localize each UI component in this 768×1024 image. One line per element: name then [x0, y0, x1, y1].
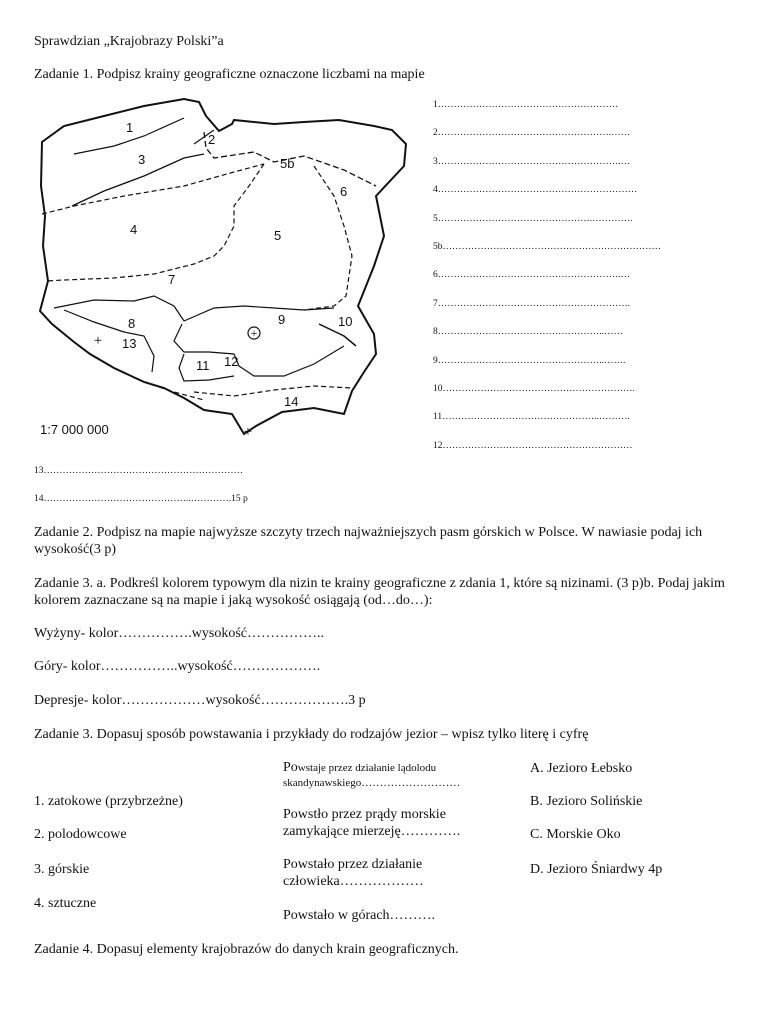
- lake-example-d: D. Jezioro Śniardwy 4p: [530, 862, 663, 877]
- region-label-11: 11: [196, 358, 210, 373]
- region-label-12: 12: [224, 354, 239, 369]
- region-label-6: 6: [340, 184, 348, 199]
- region-label-10: 10: [338, 314, 353, 329]
- region-label-2: 2: [208, 132, 216, 147]
- task1-heading: Zadanie 1. Podpisz krainy geograficzne oznaczone liczbami na mapie: [34, 67, 425, 82]
- answer-line-4[interactable]: 4………………………………………………………: [433, 185, 638, 196]
- origin-1-text: wstaje przez działanie lądolodu skandynawskiego………………………: [283, 762, 461, 789]
- origin-1-lead: Po: [283, 760, 298, 775]
- region-label-4: 4: [130, 222, 138, 237]
- origin-4[interactable]: Powstało w górach……….: [283, 908, 436, 923]
- answer-line-5[interactable]: 5………………………………………….………….: [433, 213, 633, 224]
- region-label-5: 5: [274, 228, 282, 243]
- task3a-text: Zadanie 3. a. Podkreśl kolorem typowym dla nizin te krainy geograficzne z zdania 1, które są nizinami. (3 p)b. Podaj jakim kolorem zaznaczane są na mapie i jaką wysokość osiągają (od…do…):: [34, 576, 725, 608]
- region-labels: [122, 120, 352, 409]
- origin-1[interactable]: [283, 760, 483, 790]
- origin-3[interactable]: Powstało przez działanie człowieka………………: [283, 857, 424, 889]
- lake-type-2: 2. polodowcowe: [34, 827, 127, 842]
- answer-line-6[interactable]: 5b……………………………………………………………: [433, 242, 661, 252]
- region-label-3: 3: [138, 152, 146, 167]
- row-depresje[interactable]: Depresje- kolor………………wysokość……………….3 p: [34, 693, 366, 708]
- answer-line-13[interactable]: 12……………………………………………………: [433, 440, 633, 451]
- task2-text: Zadanie 2. Podpisz na mapie najwyższe szczyty trzech najważniejszych pasm górskich w Polsce. W nawiasie podaj ich wysokość(3 p): [34, 525, 703, 557]
- poland-map: [34, 96, 414, 448]
- region-label-7: 7: [168, 272, 176, 287]
- answer-line-14[interactable]: 14………………………………………..………….15 p: [34, 494, 248, 504]
- peak-cross-13: +: [93, 333, 103, 349]
- peak-cross-14: +: [243, 424, 253, 440]
- task3b-heading: Zadanie 3. Dopasuj sposób powstawania i przykłady do rodzajów jezior – wpisz tylko literę i cyfrę: [34, 727, 589, 742]
- region-label-1: 1: [126, 120, 134, 135]
- origin-2[interactable]: Powstło przez prądy morskie zamykające mierzeję………….: [283, 807, 461, 839]
- region-label-14: 14: [284, 394, 299, 409]
- peak-cross-9: +: [250, 326, 258, 340]
- task4-heading: Zadanie 4. Dopasuj elementy krajobrazów do danych krain geograficznych.: [34, 942, 459, 957]
- lake-example-a: A. Jezioro Łebsko: [530, 761, 633, 776]
- lake-example-c: C. Morskie Oko: [530, 827, 621, 842]
- row-gory[interactable]: Góry- kolor……………..wysokość……………….: [34, 659, 321, 674]
- map-scale: 1:7 000 000: [40, 422, 109, 437]
- row-wyzyny[interactable]: Wyżyny- kolor…………….wysokość……………..: [34, 626, 325, 641]
- answer-line-1[interactable]: 1…………………………………………………: [433, 100, 619, 110]
- lake-type-1: 1. zatokowe (przybrzeżne): [34, 794, 183, 809]
- answer-line-7[interactable]: 6………………………………………………….…: [433, 270, 631, 281]
- lake-type-4: 4. sztuczne: [34, 896, 97, 911]
- answer-line-13[interactable]: 13………………………………………………………: [34, 466, 243, 476]
- answer-line-3[interactable]: 3………………………………………………….…: [433, 156, 631, 167]
- region-label-8: 8: [128, 316, 136, 331]
- region-label-9: 9: [278, 312, 286, 327]
- answer-line-10[interactable]: 9……………………………………………..…….: [433, 355, 626, 366]
- lake-type-3: 3. górskie: [34, 862, 90, 877]
- region-label-5b: 5b: [280, 156, 295, 171]
- answer-line-2[interactable]: 2……………………………………………….……: [433, 128, 631, 139]
- region-label-13: 13: [122, 336, 137, 351]
- answer-line-8[interactable]: 7…………………………………………………….: [433, 298, 631, 309]
- answer-line-11[interactable]: 10…………………………………………………….: [433, 384, 635, 394]
- answer-line-12[interactable]: 11…………………………………………..……….: [433, 412, 630, 423]
- answer-line-9[interactable]: 8……………………………………………..……: [433, 327, 623, 338]
- page-title: Sprawdzian „Krajobrazy Polski”a: [34, 34, 224, 49]
- lake-example-b: B. Jezioro Solińskie: [530, 794, 643, 809]
